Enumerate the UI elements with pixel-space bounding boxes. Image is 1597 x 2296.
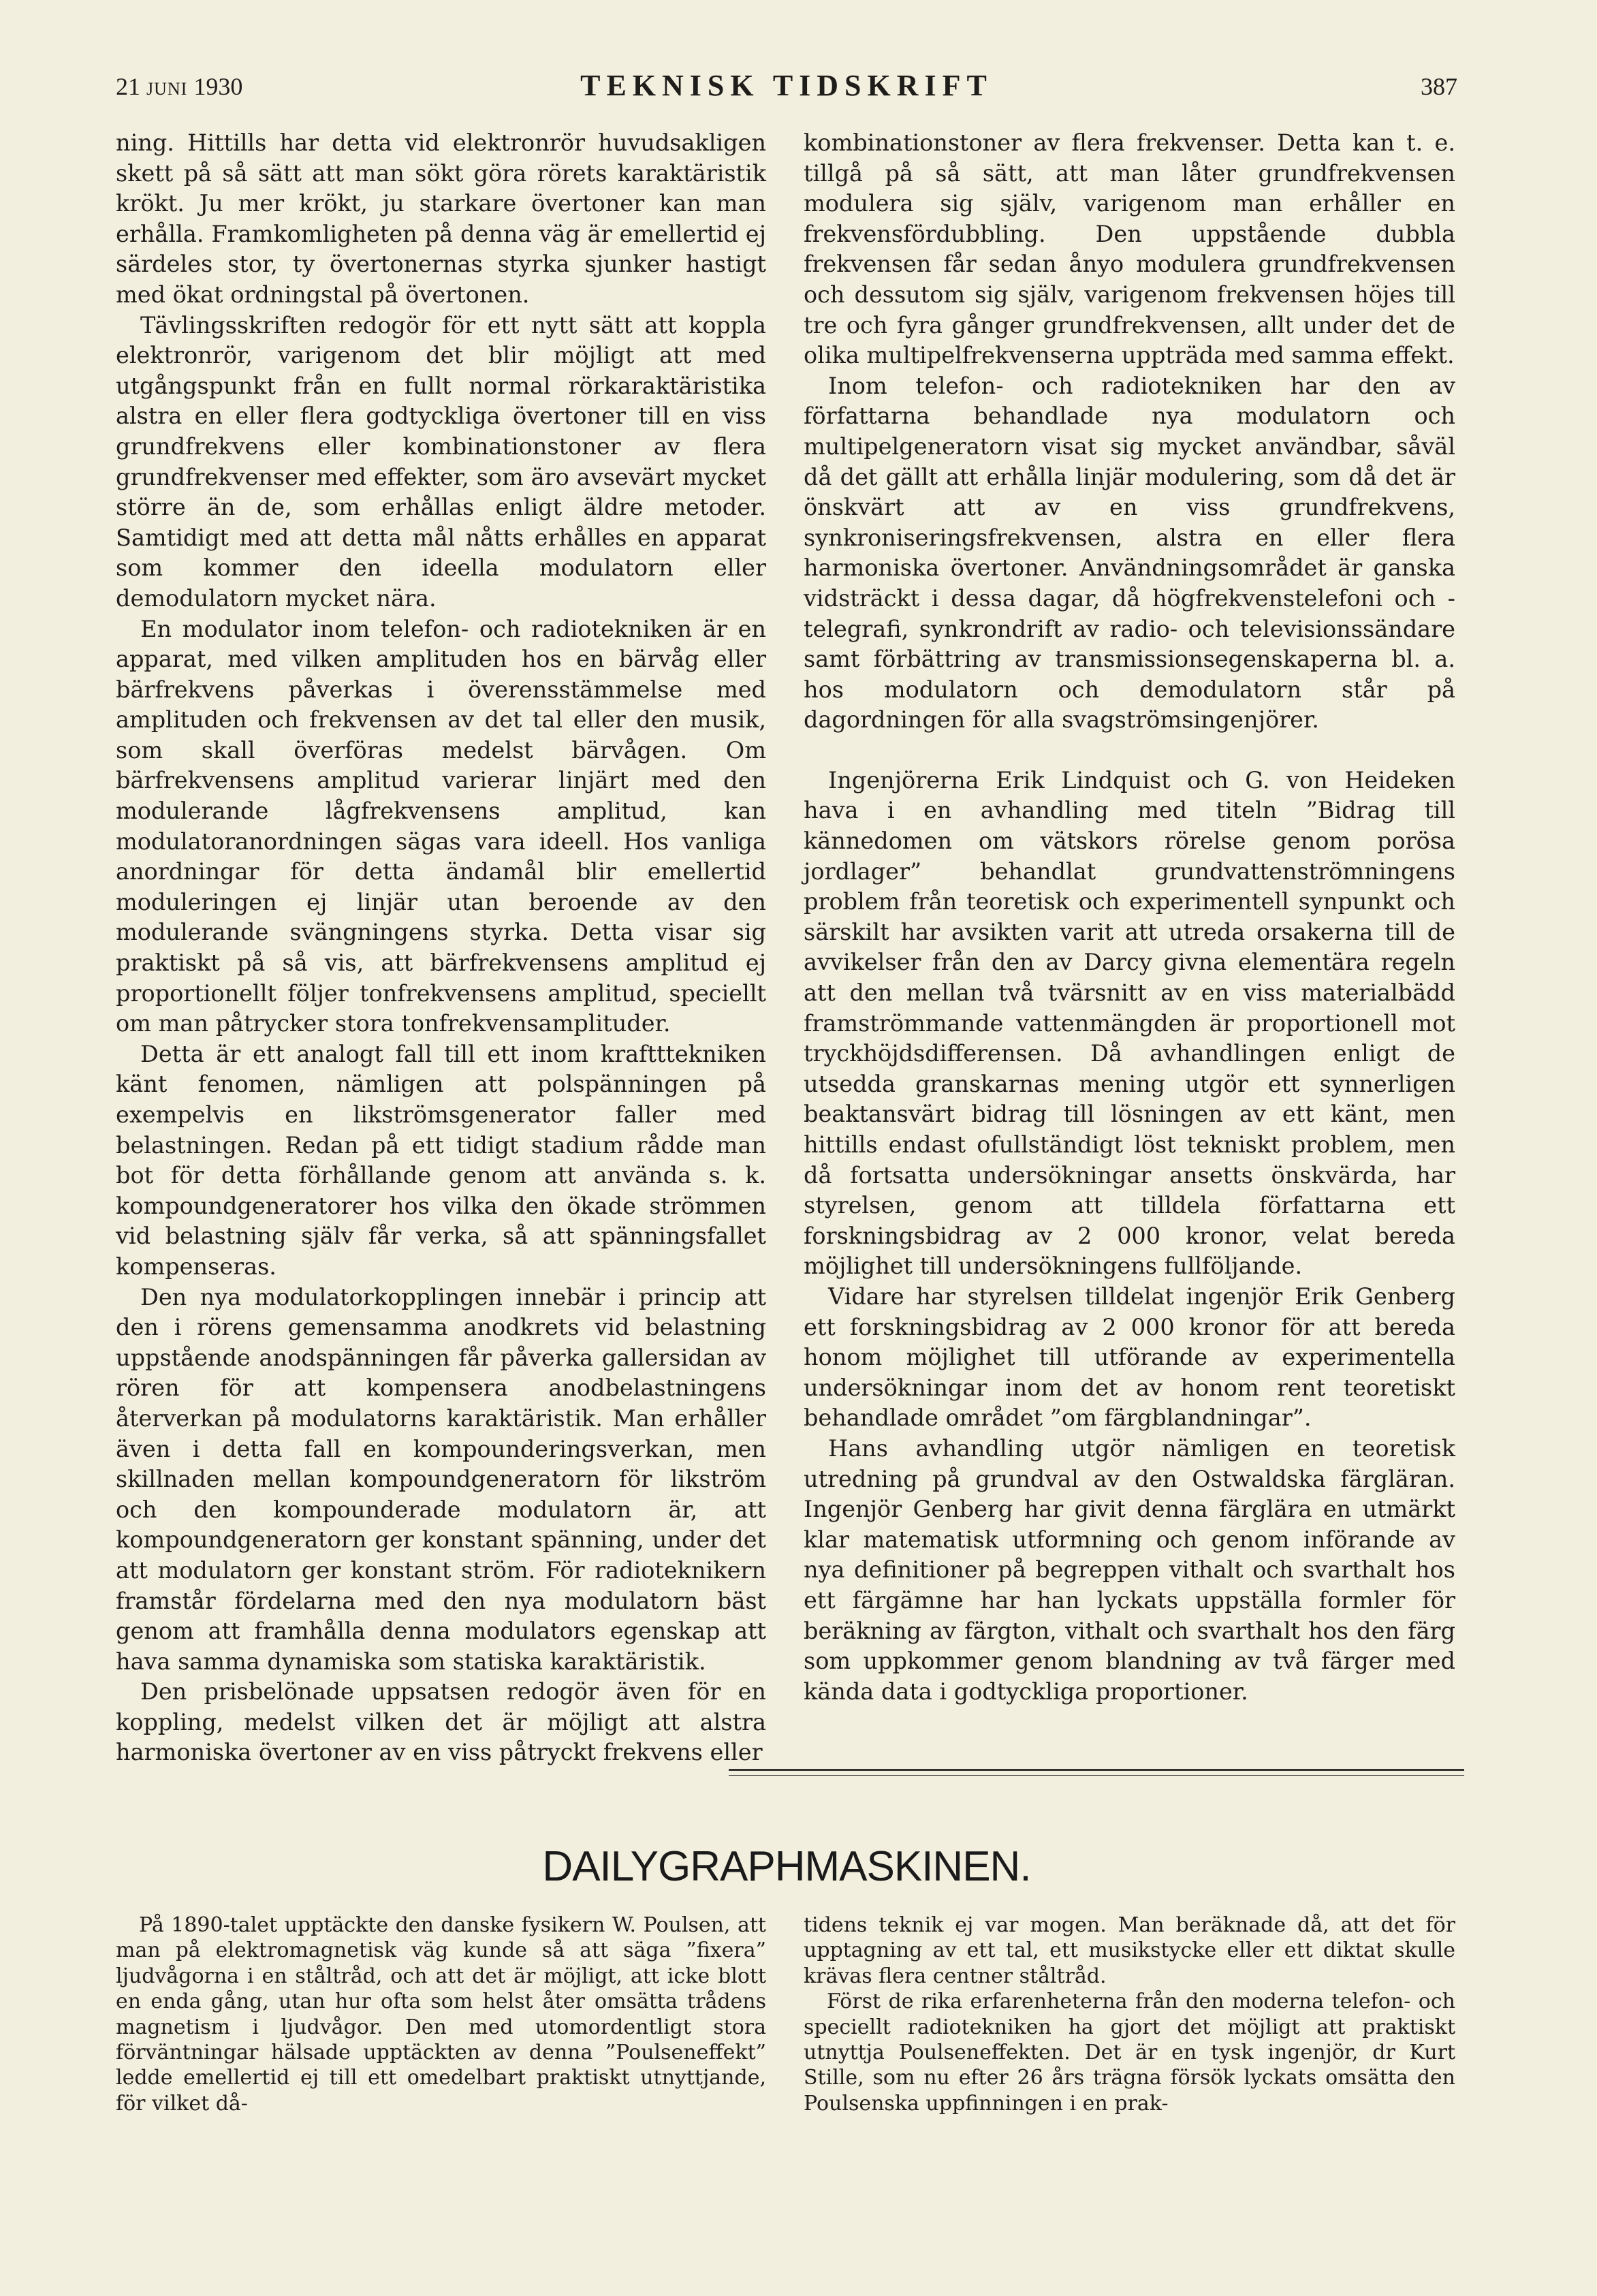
- top-article-left-column: [116, 128, 766, 1768]
- bottom-article-left-column: [116, 1913, 766, 2116]
- paragraph: Vidare har styrelsen tilldelat ingenjör Erik Genberg ett forskningsbidrag av 2 000 kronor för att bereda honom möjlighet till utförande av experimentella undersökningar inom det av honom rent teoretiskt behandlade området ”om färgblandningar”.: [804, 1283, 1455, 1432]
- paragraph: Ingenjörerna Erik Lindquist och G. von Heideken hava i en avhandling med titeln ”Bidrag till kännedomen om vätskors rörelse genom porösa jordlager” behandlat grundvattenströmningens problem från teoretisk och experimentell synpunkt och särskilt har avsikten varit att utreda orsakerna till de avvikelser från den av Darcy givna elementära regeln att den mellan två tvärsnitt av en viss materialbädd framströmmande vattenmängden är proportionell mot tryckhöjdsdifferensen. Då avhandlingen enligt de utsedda granskarnas mening utgör ett synnerligen beaktansvärt bidrag till lösningen av ett känt, men hittills endast ofullständigt löst tekniskt problem, men då fortsatta undersökningar ansetts önskvärda, har styrelsen, genom att tilldela författarna ett forskningsbidrag av 2 000 kronor, velat bereda möjlighet till undersökningens fullföljande.: [804, 766, 1455, 1280]
- journal-title: TEKNISK TIDSKRIFT: [580, 69, 993, 102]
- paragraph: Inom telefon- och radiotekniken har den av författarna behandlade nya modulatorn och multipelgeneratorn visat sig mycket användbar, såväl då det gällt att erhålla linjär modulering, som då det är önskvärt att av en viss grundfrekvens, synkroniseringsfrekvensen, alstra en eller flera harmoniska övertoner. Användningsområdet är ganska vidsträckt i dessa dagar, då högfrekvenstelefoni och -telegrafi, synkrondrift av radio- och televisionssändare samt förbättring av transmissionsegenskaperna bl. a. hos modulatorn och demodulatorn står på dagordningen för alla svagströmsingenjörer.: [804, 372, 1455, 734]
- page-header: [116, 67, 1457, 108]
- paragraph: ning. Hittills har detta vid elektronrör huvudsakligen skett på så sätt att man sökt göra rörets karaktäristik krökt. Ju mer krökt, ju starkare övertoner kan man erhålla. Framkomligheten på denna väg är emellertid ej särdeles stor, ty övertonernas styrka sjunker hastigt med ökat ordningstal på övertonen.: [116, 129, 766, 308]
- bottom-article-right-column: [804, 1913, 1455, 2116]
- section-title: DAILYGRAPHMASKINEN.: [542, 1843, 1031, 1890]
- paragraph: Hans avhandling utgör nämligen en teoretisk utredning på grundval av den Ostwaldska färgläran. Ingenjör Genberg har givit denna färglära en utmärkt klar matematisk utformning och genom införande av nya definitioner på begreppen vithalt och svarthalt hos ett färgämne har han lyckats uppställa formler för beräkning av färgton, vithalt och svarthalt hos den färg som uppkommer genom blandning av två färger med kända data i godtyckliga proportioner.: [804, 1434, 1455, 1705]
- paragraph: Tävlingsskriften redogör för ett nytt sätt att koppla elektronrör, varigenom det blir möjligt att med utgångspunkt från en fullt normal rörkaraktäristika alstra en eller flera godtyckliga övertoner till en viss grundfrekvens eller kombinationstoner av flera grundfrekvenser med effekter, som äro avsevärt mycket större än de, som erhållas enligt äldre metoder. Samtidigt med att detta mål nåtts erhålles en apparat som kommer den ideella modulatorn eller demodulatorn mycket nära.: [116, 311, 766, 612]
- paragraph: kombinationstoner av flera frekvenser. Detta kan t. e. tillgå på så sätt, att man låter grundfrekvensen modulera sig själv, varigenom man erhåller en frekvensfördubbling. Den uppstående dubbla frekvensen får sedan ånyo modulera grundfrekvensen och dessutom sig själv, varigenom frekvensen höjes till tre och fyra gånger grundfrekvensen, allt under det de olika multipelfrekvenserna uppträda med samma effekt.: [804, 129, 1455, 369]
- issue-month: JUNI: [146, 79, 188, 99]
- section-divider-thin: [729, 1775, 1464, 1776]
- paragraph: Först de rika erfarenheterna från den moderna telefon- och speciellt radiotekniken ha gjort det möjligt att praktiskt utnyttja Poulseneffekten. Det är en tysk ingenjör, dr Kurt Stille, som nu efter 26 års trägna försök lyckats omsätta den Poulsenska uppfinningen i en prak-: [804, 1990, 1455, 2116]
- paragraph: En modulator inom telefon- och radiotekniken är en apparat, med vilken amplituden hos en bärvåg eller bärfrekvens påverkas i överensstämmelse med amplituden och frekvensen av det tal eller den musik, som skall överföras medelst bärvågen. Om bärfrekvensens amplitud varierar linjärt med den modulerande lågfrekvensens amplitud, kan modulatoranordningen sägas vara ideell. Hos vanliga anordningar för detta ändamål blir emellertid moduleringen ej linjär utan beroende av den modulerande svängningens styrka. Detta visar sig praktiskt på så vis, att bärfrekvensens amplitud ej proportionellt följer tonfrekvensens amplitud, speciellt om man påtrycker stora tonfrekvensamplituder.: [116, 615, 766, 1037]
- paragraph: Den nya modulatorkopplingen innebär i princip att den i rörens gemensamma anodkrets vid belastning uppstående anodspänningen får påverka gallersidan av rören för att kompensera anodbelastningens återverkan på modulatorns karaktäristik. Man erhåller även i detta fall en kompounderingsverkan, men skillnaden mellan kompoundgeneratorn för likström och den kompounderade modulatorn är, att kompoundgeneratorn ger konstant spänning, under det att modulatorn ger konstant ström. För radioteknikern framstår fördelarna med den nya modulatorn bäst genom att framhålla denna modulators egenskap att hava samma dynamiska som statiska karaktäristik.: [116, 1283, 766, 1675]
- paragraph: Den prisbelönade uppsatsen redogör även för en koppling, medelst vilken det är möjligt att alstra harmoniska övertoner av en viss påtryckt frekvens eller: [116, 1678, 766, 1766]
- issue-year: 1930: [193, 73, 243, 100]
- paragraph: tidens teknik ej var mogen. Man beräknade då, att det för upptagning av ett tal, ett musikstycke eller ett diktat skulle krävas flera centner ståltråd.: [804, 1913, 1455, 1988]
- section-divider: [729, 1769, 1464, 1771]
- issue-day: 21: [116, 73, 140, 100]
- paragraph: Detta är ett analogt fall till ett inom kraftttekniken känt fenomen, nämligen att polspänningen på exempelvis en likströmsgenerator faller med belastningen. Redan på ett tidigt stadium rådde man bot för detta förhållande genom att använda s. k. kompoundgeneratorer hos vilka den ökade strömmen vid belastning själv får verka, så att spänningsfallet kompenseras.: [116, 1040, 766, 1280]
- paragraph: På 1890-talet upptäckte den danske fysikern W. Poulsen, att man på elektromagnetisk väg kunde så att säga ”fixera” ljudvågorna i en ståltråd, och att det är möjligt, att icke blott en enda gång, utan hur ofta som helst åter omsätta trådens magnetism i ljudvågor. Den med utomordentligt stora förväntningar hälsade upptäckten av denna ”Poulseneffekt” ledde emellertid ej till ett omedelbart praktiskt utnyttjande, för vilket då-: [116, 1913, 766, 2116]
- top-article-right-column: [804, 128, 1455, 1707]
- page-number: 387: [1421, 73, 1457, 100]
